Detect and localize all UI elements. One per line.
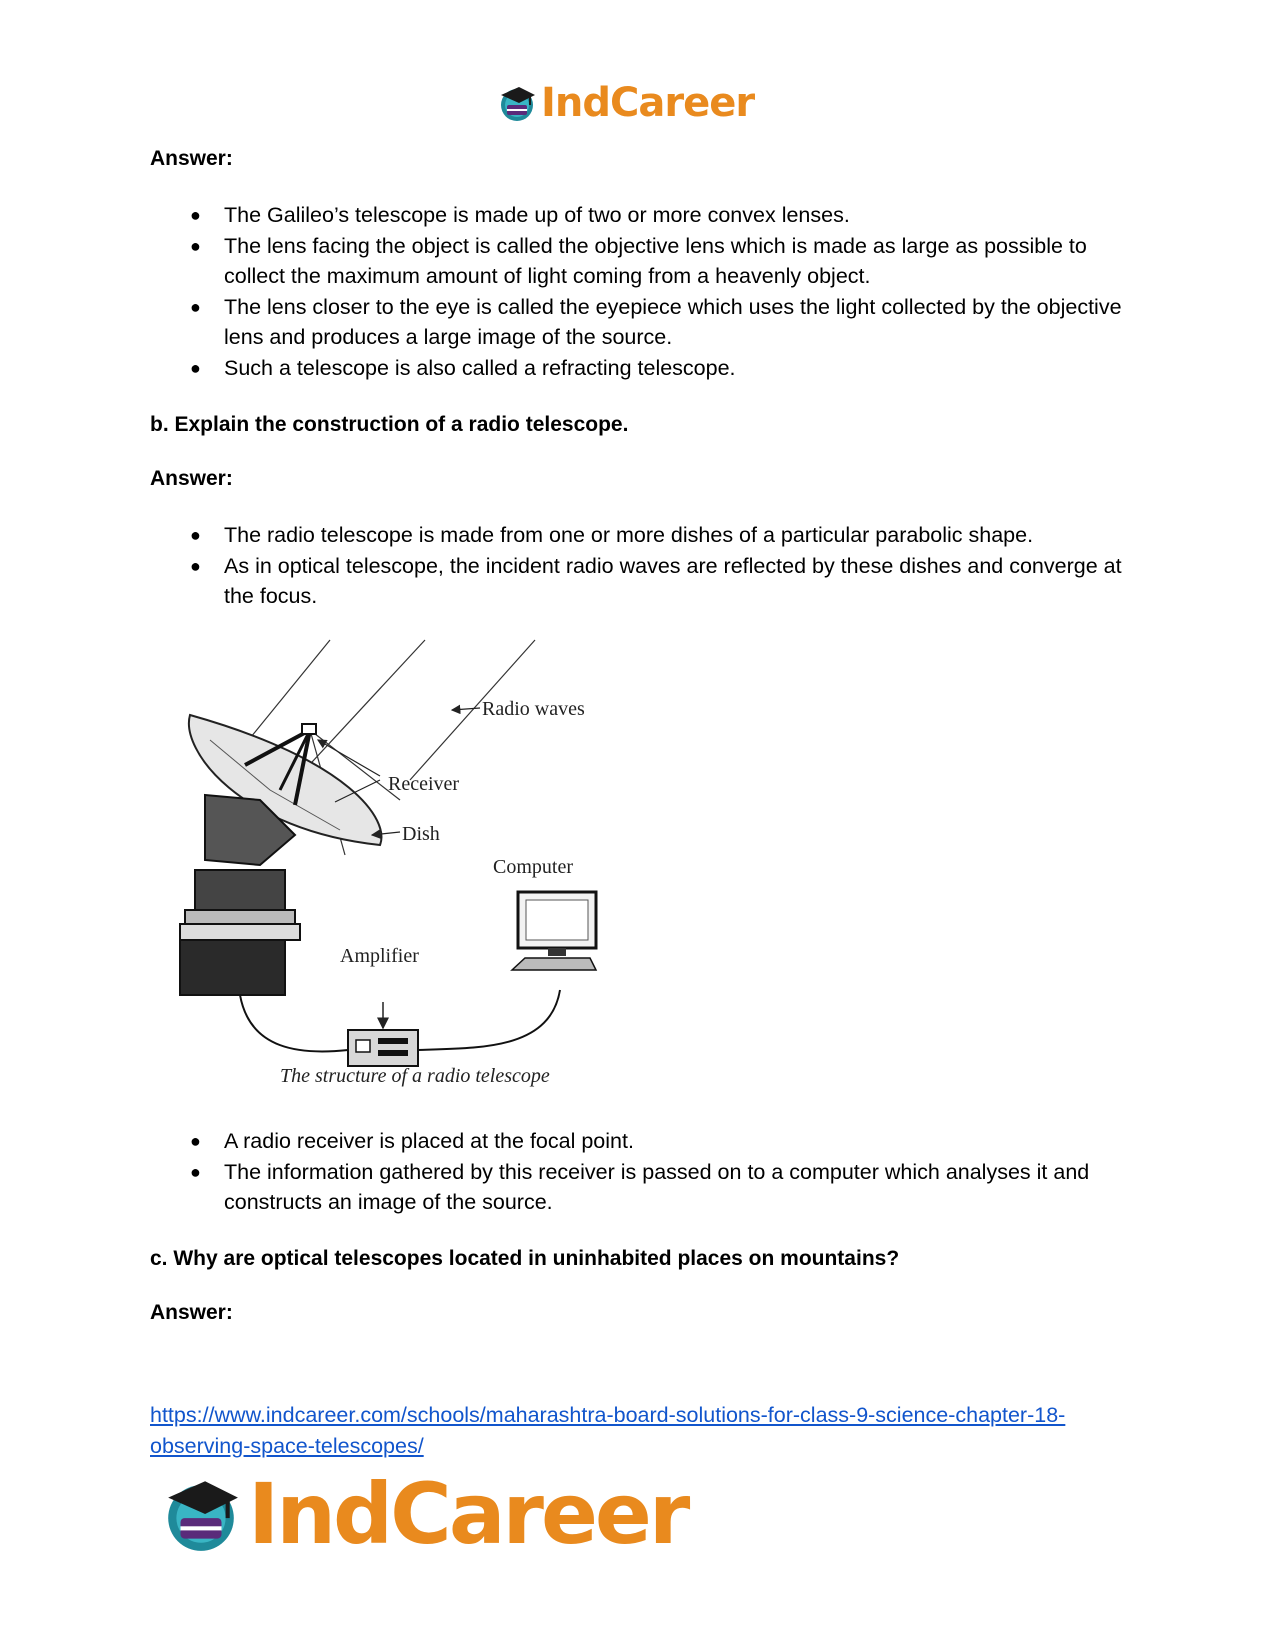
label-radio-waves: Radio waves [482, 698, 585, 720]
logo-text: IndCareer [248, 1465, 688, 1563]
list-item: ● A radio receiver is placed at the focal point. [190, 1129, 634, 1153]
header-logo [497, 80, 754, 126]
figure-caption: The structure of a radio telescope [280, 1065, 550, 1087]
answer-label: Answer: [150, 1300, 233, 1324]
label-computer: Computer [493, 856, 573, 878]
list-item: ● The lens facing the object is called the objective lens which is made as large as possible to collect the maximum amount of light coming from a heavenly object. [190, 233, 1087, 288]
list-item: ● The information gathered by this receiver is passed on to a computer which analyses it and constructs an image of the source. [190, 1159, 1090, 1214]
footer-logo [160, 1465, 688, 1563]
cable-to-computer [418, 990, 560, 1050]
list-item: ● The Galileo’s telescope is made up of two or more convex lenses. [190, 203, 850, 227]
radio-telescope-figure [150, 630, 640, 1110]
list-item: ● As in optical telescope, the incident radio waves are reflected by these dishes and converge at the focus. [190, 553, 1122, 608]
answer-b-list [150, 520, 1130, 612]
list-item: ● The lens closer to the eye is called the eyepiece which uses the light collected by the objective lens and produces a large image of the source. [190, 294, 1122, 349]
radio-telescope-diagram [150, 630, 640, 1110]
telescope-mount [180, 795, 300, 995]
document-body [150, 146, 1130, 612]
label-dish: Dish [402, 823, 440, 845]
answer-b-list-after [150, 1126, 1130, 1218]
label-amplifier: Amplifier [340, 945, 419, 967]
answer-a-list [150, 200, 1130, 383]
graduation-cap-globe-icon [497, 83, 537, 123]
amplifier-device [348, 1002, 418, 1066]
source-link[interactable]: https://www.indcareer.com/schools/maharashtra-board-solutions-for-class-9-science-chapter-18-observing-space-telescopes/ [150, 1403, 1066, 1458]
answer-label: Answer: [150, 147, 233, 170]
list-item: ● The radio telescope is made from one or more dishes of a particular parabolic shape. [190, 523, 1034, 547]
logo-text: IndCareer [541, 80, 755, 126]
cable-to-amplifier [240, 995, 348, 1051]
graduation-cap-globe-icon [160, 1473, 242, 1555]
question-c: c. Why are optical telescopes located in uninhabited places on mountains? [150, 1246, 900, 1270]
list-item: ● Such a telescope is also called a refracting telescope. [190, 355, 736, 380]
document-body-continued [150, 1126, 1130, 1326]
label-receiver: Receiver [388, 773, 460, 795]
answer-label: Answer: [150, 467, 233, 490]
question-b: b. Explain the construction of a radio telescope. [150, 413, 629, 436]
computer-icon [512, 892, 596, 970]
